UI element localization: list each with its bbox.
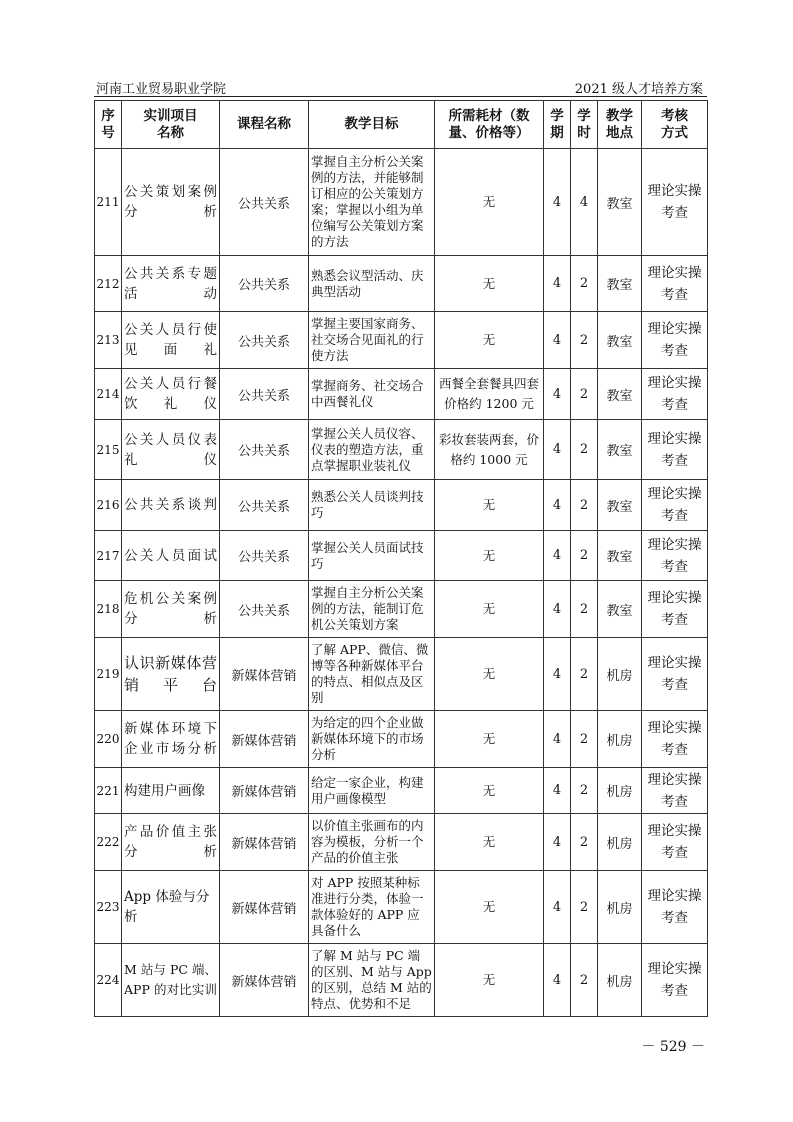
table-row <box>95 369 708 420</box>
cell-course: 公共关系 <box>220 149 309 256</box>
header-location: 教学地点 <box>598 101 642 149</box>
cell-goal: 给定一家企业，构建用户画像模型 <box>309 768 435 814</box>
cell-location: 教室 <box>598 581 642 638</box>
cell-hours: 2 <box>571 256 598 312</box>
cell-goal: 了解 M 站与 PC 端的区别、M 站与 App 的区别，总结 M 站的特点、优势和不足 <box>309 944 435 1017</box>
cell-project: 新媒体环境下企业市场分析 <box>122 711 220 768</box>
cell-course: 公共关系 <box>220 531 309 581</box>
cell-seq: 213 <box>95 312 122 369</box>
cell-materials: 无 <box>435 312 544 369</box>
cell-project: 认识新媒体营销平台 <box>122 638 220 711</box>
cell-semester: 4 <box>544 711 571 768</box>
cell-project: M 站与 PC 端、APP 的对比实训 <box>122 944 220 1017</box>
cell-location: 教室 <box>598 480 642 531</box>
cell-semester: 4 <box>544 814 571 871</box>
table-row <box>95 531 708 581</box>
cell-materials: 无 <box>435 944 544 1017</box>
cell-location: 机房 <box>598 814 642 871</box>
cell-goal: 掌握自主分析公关案例的方法，并能够制订相应的公关策划方案；掌握以小组为单位编写公关策划方案的方法 <box>309 149 435 256</box>
cell-assessment: 理论实操考查 <box>642 420 708 480</box>
cell-materials: 无 <box>435 149 544 256</box>
header-materials: 所需耗材（数量、价格等） <box>435 101 544 149</box>
cell-assessment: 理论实操考查 <box>642 768 708 814</box>
cell-assessment: 理论实操考查 <box>642 638 708 711</box>
cell-seq: 221 <box>95 768 122 814</box>
cell-hours: 2 <box>571 814 598 871</box>
cell-hours: 2 <box>571 871 598 944</box>
cell-seq: 224 <box>95 944 122 1017</box>
table-row <box>95 312 708 369</box>
table-row <box>95 638 708 711</box>
cell-assessment: 理论实操考查 <box>642 944 708 1017</box>
cell-course: 公共关系 <box>220 312 309 369</box>
table-row <box>95 149 708 256</box>
header-document-title: 2021 级人才培养方案 <box>574 82 703 97</box>
table-row <box>95 480 708 531</box>
cell-course: 新媒体营销 <box>220 711 309 768</box>
cell-materials: 西餐全套餐具四套价格约 1200 元 <box>435 369 544 420</box>
cell-seq: 216 <box>95 480 122 531</box>
cell-goal: 掌握主要国家商务、社交场合见面礼的行使方法 <box>309 312 435 369</box>
cell-location: 教室 <box>598 369 642 420</box>
cell-course: 新媒体营销 <box>220 638 309 711</box>
cell-seq: 217 <box>95 531 122 581</box>
cell-semester: 4 <box>544 480 571 531</box>
cell-seq: 215 <box>95 420 122 480</box>
cell-goal: 以价值主张画布的内容为模板，分析一个产品的价值主张 <box>309 814 435 871</box>
cell-course: 公共关系 <box>220 480 309 531</box>
cell-project: 公共关系专题活动 <box>122 256 220 312</box>
cell-materials: 无 <box>435 480 544 531</box>
cell-materials: 无 <box>435 711 544 768</box>
cell-assessment: 理论实操考查 <box>642 480 708 531</box>
cell-materials: 无 <box>435 638 544 711</box>
cell-project: 公关人员行餐饮礼仪 <box>122 369 220 420</box>
cell-course: 新媒体营销 <box>220 944 309 1017</box>
cell-location: 机房 <box>598 638 642 711</box>
cell-course: 公共关系 <box>220 420 309 480</box>
header-hours: 学时 <box>571 101 598 149</box>
cell-hours: 2 <box>571 711 598 768</box>
cell-semester: 4 <box>544 581 571 638</box>
table-row <box>95 768 708 814</box>
cell-semester: 4 <box>544 638 571 711</box>
cell-project: 公共关系谈判 <box>122 480 220 531</box>
cell-semester: 4 <box>544 531 571 581</box>
cell-hours: 2 <box>571 420 598 480</box>
cell-materials: 彩妆套装两套，价格约 1000 元 <box>435 420 544 480</box>
table-row <box>95 581 708 638</box>
table-header-row <box>95 101 708 149</box>
cell-assessment: 理论实操考查 <box>642 312 708 369</box>
cell-hours: 2 <box>571 531 598 581</box>
cell-course: 公共关系 <box>220 581 309 638</box>
header-assessment: 考核方式 <box>642 101 708 149</box>
cell-seq: 220 <box>95 711 122 768</box>
cell-goal: 为给定的四个企业做新媒体环境下的市场分析 <box>309 711 435 768</box>
header-rule <box>94 96 707 97</box>
table-row <box>95 944 708 1017</box>
cell-course: 公共关系 <box>220 256 309 312</box>
cell-semester: 4 <box>544 149 571 256</box>
cell-semester: 4 <box>544 871 571 944</box>
cell-goal: 掌握公关人员面试技巧 <box>309 531 435 581</box>
cell-seq: 211 <box>95 149 122 256</box>
table-row <box>95 420 708 480</box>
cell-hours: 4 <box>571 149 598 256</box>
cell-project: 公关策划案例分析 <box>122 149 220 256</box>
table-row <box>95 256 708 312</box>
cell-assessment: 理论实操考查 <box>642 814 708 871</box>
cell-semester: 4 <box>544 369 571 420</box>
cell-goal: 熟悉会议型活动、庆典型活动 <box>309 256 435 312</box>
cell-materials: 无 <box>435 768 544 814</box>
cell-semester: 4 <box>544 768 571 814</box>
cell-assessment: 理论实操考查 <box>642 256 708 312</box>
cell-hours: 2 <box>571 581 598 638</box>
table-row <box>95 814 708 871</box>
cell-hours: 2 <box>571 768 598 814</box>
cell-goal: 掌握自主分析公关案例的方法，能制订危机公关策划方案 <box>309 581 435 638</box>
cell-assessment: 理论实操考查 <box>642 711 708 768</box>
header-semester: 学期 <box>544 101 571 149</box>
cell-goal: 了解 APP、微信、微博等各种新媒体平台的特点、相似点及区别 <box>309 638 435 711</box>
cell-project: 构建用户画像 <box>122 768 220 814</box>
table-row <box>95 871 708 944</box>
cell-goal: 掌握商务、社交场合中西餐礼仪 <box>309 369 435 420</box>
header-institution: 河南工业贸易职业学院 <box>96 82 227 97</box>
cell-location: 机房 <box>598 768 642 814</box>
cell-goal: 熟悉公关人员谈判技巧 <box>309 480 435 531</box>
header-seq: 序号 <box>95 101 122 149</box>
cell-location: 教室 <box>598 256 642 312</box>
cell-course: 新媒体营销 <box>220 871 309 944</box>
cell-semester: 4 <box>544 256 571 312</box>
cell-goal: 对 APP 按照某种标准进行分类，体验一款体验好的 APP 应具备什么 <box>309 871 435 944</box>
cell-semester: 4 <box>544 944 571 1017</box>
table-row <box>95 711 708 768</box>
cell-location: 机房 <box>598 944 642 1017</box>
cell-project: 危机公关案例分析 <box>122 581 220 638</box>
cell-seq: 212 <box>95 256 122 312</box>
cell-assessment: 理论实操考查 <box>642 581 708 638</box>
cell-materials: 无 <box>435 871 544 944</box>
training-projects-table <box>94 100 708 1017</box>
page-number: － 529 － <box>641 1039 705 1055</box>
cell-location: 教室 <box>598 420 642 480</box>
cell-assessment: 理论实操考查 <box>642 531 708 581</box>
cell-seq: 223 <box>95 871 122 944</box>
cell-project: 公关人员面试 <box>122 531 220 581</box>
cell-course: 新媒体营销 <box>220 768 309 814</box>
cell-seq: 222 <box>95 814 122 871</box>
cell-hours: 2 <box>571 638 598 711</box>
cell-hours: 2 <box>571 944 598 1017</box>
header-goal: 教学目标 <box>309 101 435 149</box>
cell-location: 教室 <box>598 149 642 256</box>
cell-location: 机房 <box>598 871 642 944</box>
cell-course: 新媒体营销 <box>220 814 309 871</box>
cell-location: 机房 <box>598 711 642 768</box>
cell-seq: 218 <box>95 581 122 638</box>
cell-seq: 219 <box>95 638 122 711</box>
cell-assessment: 理论实操考查 <box>642 871 708 944</box>
header-course: 课程名称 <box>220 101 309 149</box>
cell-hours: 2 <box>571 312 598 369</box>
cell-hours: 2 <box>571 369 598 420</box>
cell-semester: 4 <box>544 420 571 480</box>
cell-project: 公关人员行使见面礼 <box>122 312 220 369</box>
cell-project: 产品价值主张分析 <box>122 814 220 871</box>
cell-materials: 无 <box>435 531 544 581</box>
cell-assessment: 理论实操考查 <box>642 149 708 256</box>
cell-location: 教室 <box>598 312 642 369</box>
cell-location: 教室 <box>598 531 642 581</box>
cell-project: 公关人员仪表礼仪 <box>122 420 220 480</box>
cell-project: App 体验与分析 <box>122 871 220 944</box>
header-project: 实训项目名称 <box>122 101 220 149</box>
cell-semester: 4 <box>544 312 571 369</box>
cell-materials: 无 <box>435 581 544 638</box>
cell-seq: 214 <box>95 369 122 420</box>
cell-assessment: 理论实操考查 <box>642 369 708 420</box>
cell-materials: 无 <box>435 814 544 871</box>
cell-goal: 掌握公关人员仪容、仪表的塑造方法，重点掌握职业装礼仪 <box>309 420 435 480</box>
cell-course: 公共关系 <box>220 369 309 420</box>
cell-materials: 无 <box>435 256 544 312</box>
cell-hours: 2 <box>571 480 598 531</box>
